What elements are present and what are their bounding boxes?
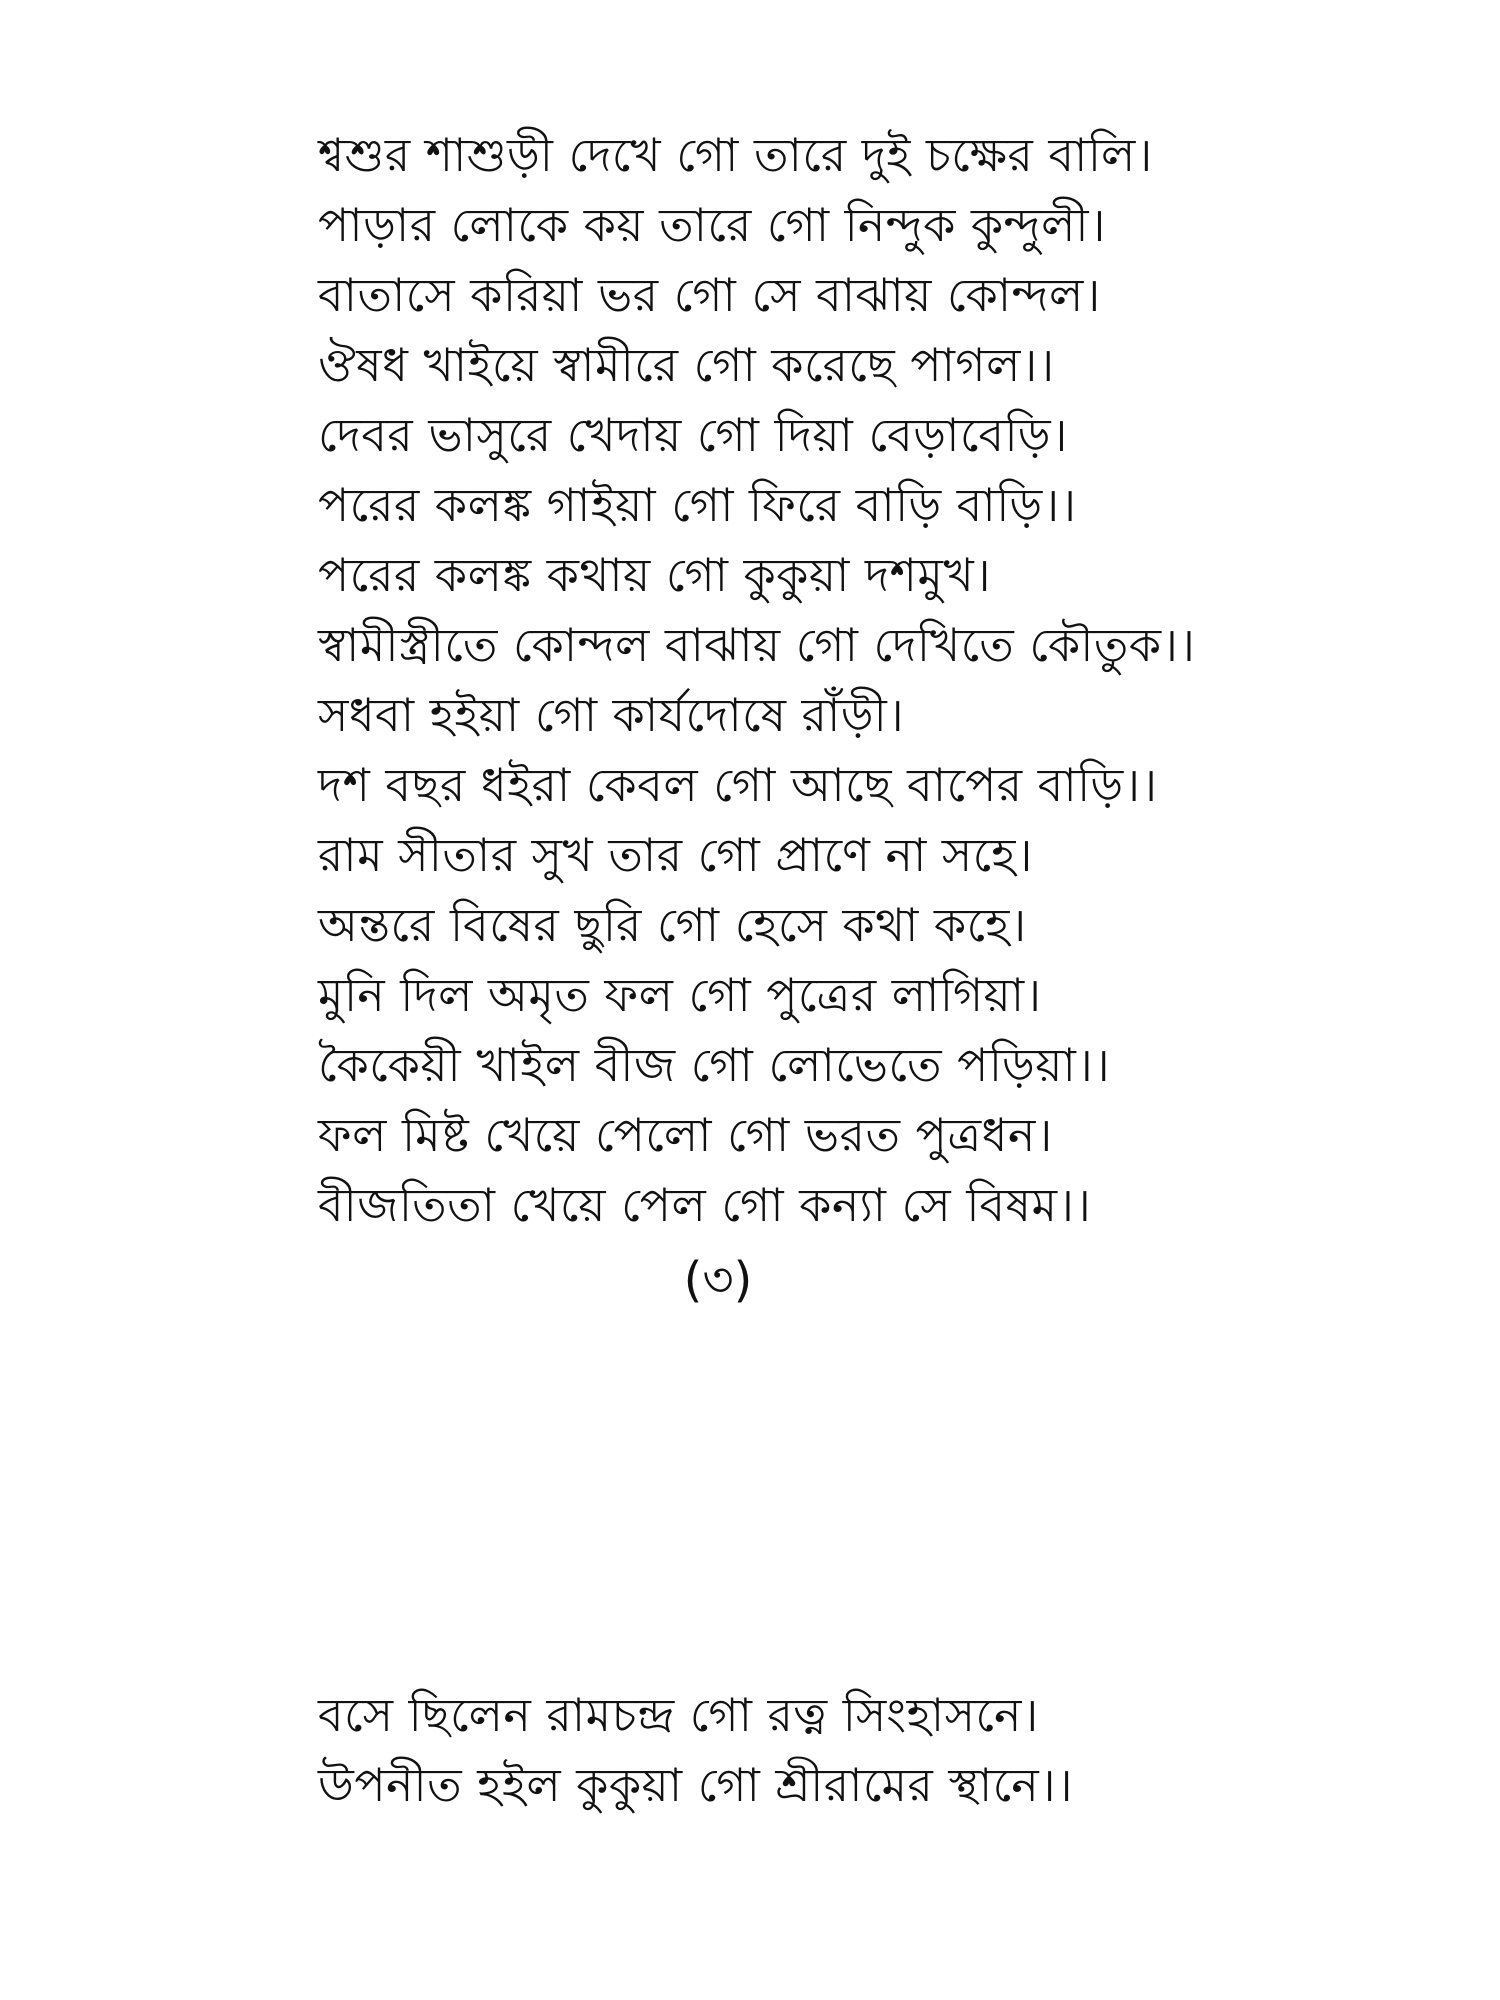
verse-line: কৈকেয়ী খাইল বীজ গো লোভেতে পড়িয়া।। bbox=[318, 1038, 1111, 1092]
verse-line: স্বামীস্ত্রীতে কোন্দল বাঝায় গো দেখিতে কৌতুক।। bbox=[318, 618, 1196, 672]
verse-block-2 bbox=[318, 1680, 1318, 1820]
verse-line: দশ বছর ধইরা কেবল গো আছে বাপের বাড়ি।। bbox=[318, 758, 1158, 812]
section-number: (৩) bbox=[683, 1252, 753, 1308]
verse-line: বসে ছিলেন রামচন্দ্র গো রত্ন সিংহাসনে। bbox=[318, 1688, 1039, 1742]
verse-line: মুনি দিল অমৃত ফল গো পুত্রের লাগিয়া। bbox=[318, 968, 1042, 1022]
verse-line: অন্তরে বিষের ছুরি গো হেসে কথা কহে। bbox=[318, 898, 1027, 952]
verse-line: বীজতিতা খেয়ে পেল গো কন্যা সে বিষম।। bbox=[318, 1178, 1092, 1232]
verse-line: ঔষধ খাইয়ে স্বামীরে গো করেছে পাগল।। bbox=[318, 338, 1055, 392]
verse-line: বাতাসে করিয়া ভর গো সে বাঝায় কোন্দল। bbox=[318, 268, 1101, 322]
verse-line: দেবর ভাসুরে খেদায় গো দিয়া বেড়াবেড়ি। bbox=[318, 408, 1069, 462]
verse-line: ফল মিষ্ট খেয়ে পেলো গো ভরত পুত্রধন। bbox=[318, 1108, 1053, 1162]
verse-line: সধবা হইয়া গো কার্যদোষে রাঁড়ী। bbox=[318, 688, 905, 742]
verse-line: পরের কলঙ্ক কথায় গো কুকুয়া দশমুখ। bbox=[318, 548, 992, 602]
verse-line: উপনীত হইল কুকুয়া গো শ্রীরামের স্থানে।। bbox=[318, 1758, 1074, 1812]
verse-line: শ্বশুর শাশুড়ী দেখে গো তারে দুই চক্ষের বালি। bbox=[318, 128, 1153, 182]
verse-line: পরের কলঙ্ক গাইয়া গো ফিরে বাড়ি বাড়ি।। bbox=[318, 478, 1077, 532]
verse-line: পাড়ার লোকে কয় তারে গো নিন্দুক কুন্দুলী। bbox=[318, 198, 1106, 252]
verse-block-1 bbox=[318, 120, 1318, 1320]
verse-line: রাম সীতার সুখ তার গো প্রাণে না সহে। bbox=[318, 828, 1033, 882]
